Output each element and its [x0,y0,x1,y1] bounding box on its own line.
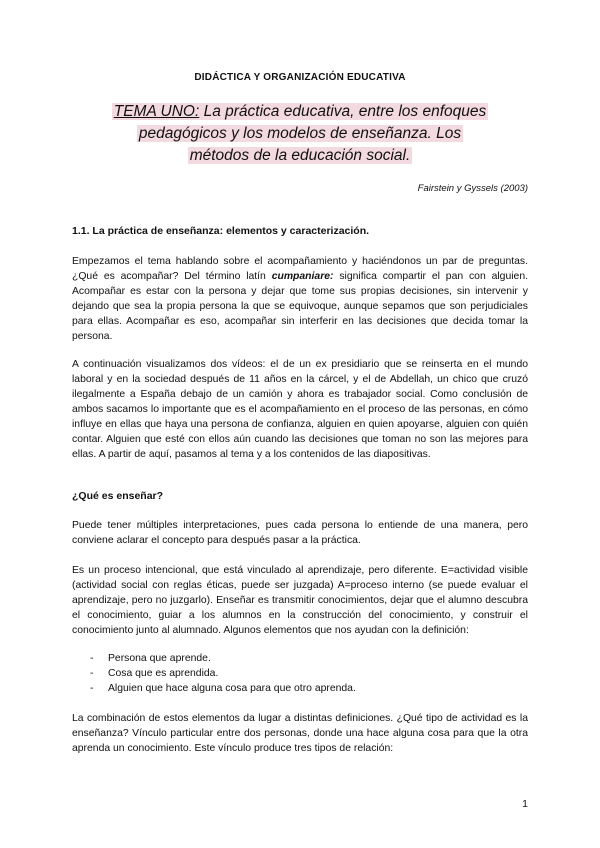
paragraph-text: Puede tener múltiples interpretaciones, pues cada persona lo entiende de una manera, pero conviene aclarar el concepto para después pasar a la práctica. [72,520,528,546]
section-heading-1: 1.1. La práctica de enseñanza: elementos y caracterización. [72,225,370,237]
paragraph-text: Empezamos el tema hablando sobre el acompañamiento y haciéndonos un par de preguntas. ¿Qué es acompañar? Del término latín [72,256,528,282]
course-header: DIDÁCTICA Y ORGANIZACIÓN EDUCATIVA [194,72,406,83]
list-marker: - [90,653,94,664]
list-item: - Alguien que hace alguna cosa para que otro aprenda. [90,683,356,694]
page-number: 1 [522,798,528,810]
elements-list [90,651,356,696]
topic-title-prefix: TEMA UNO: [113,103,200,120]
paragraph-text: significa compartir el pan con alguien. Acompañar es estar con la persona y dejar que tome sus propias decisiones, sin intervenir y dejando que sea la propia persona la que se equivoque, aunque sepamos que son perjudiciales para ellas. Acompañar es eso, acompañar sin interferir en las decisiones que decida tomar la persona. [72,271,528,342]
list-item: - Cosa que es aprendida. [90,668,219,679]
paragraph-combination [72,711,528,756]
paragraph-text: La combinación de estos elementos da lugar a distintas definiciones. ¿Qué tipo de actividad es la enseñanza? Vínculo particular entre dos personas, donde una hace alguna cosa para que la otra aprenda un conocimiento. Este vínculo produce tres tipos de relación: [72,713,528,754]
paragraph-accompaniment [72,254,528,344]
topic-title-text: La práctica educativa, entre los enfoques pedagógicos y los modelos de enseñanza. Los métodos de la educación social. [138,103,487,164]
paragraph-definition [72,563,528,638]
topic-title [110,101,490,167]
section-heading-2: ¿Qué es enseñar? [72,490,164,502]
paragraph-text: A continuación visualizamos dos vídeos: el de un ex presidiario que se reinserta en el mundo laboral y en la sociedad después de 11 años en la cárcel, y el de Abdellah, un chico que cruzó ilegalmente a España debajo de un camión y ahora es trabajador social. Como conclusión de ambos sacamos lo importante que es el acompañamiento en el proceso de las personas, en cómo influye en ellas que haya una persona de confianza, alguien en quien apoyarse, alguien con quién contar. Alguien que esté con ellos aún cuando las decisiones que toman no son las mejores para ellas. A partir de aquí, pasamos al tema y a los contenidos de las diapositivas. [72,359,528,460]
list-item: - Persona que aprende. [90,653,211,664]
list-marker: - [90,683,94,694]
author-citation: Fairstein y Gyssels (2003) [417,183,528,194]
paragraph-text: Es un proceso intencional, que está vinculado al aprendizaje, pero diferente. E=actividad visible (actividad social con reglas éticas, puede ser juzgada) A=proceso interno (se puede evaluar el aprendizaje, pero no juzgarlo). Enseñar es transmitir conocimientos, dejar que el alumno descubra el conocimiento, guiar a los alumnos en la construcción del conocimiento, y construir el conocimiento junto al alumnado. Algunos elementos que nos ayudan con la definición: [72,565,528,636]
latin-term: cumpaniare: [271,271,334,282]
paragraph-interpretations [72,518,528,548]
list-marker: - [90,668,94,679]
paragraph-videos [72,357,528,462]
